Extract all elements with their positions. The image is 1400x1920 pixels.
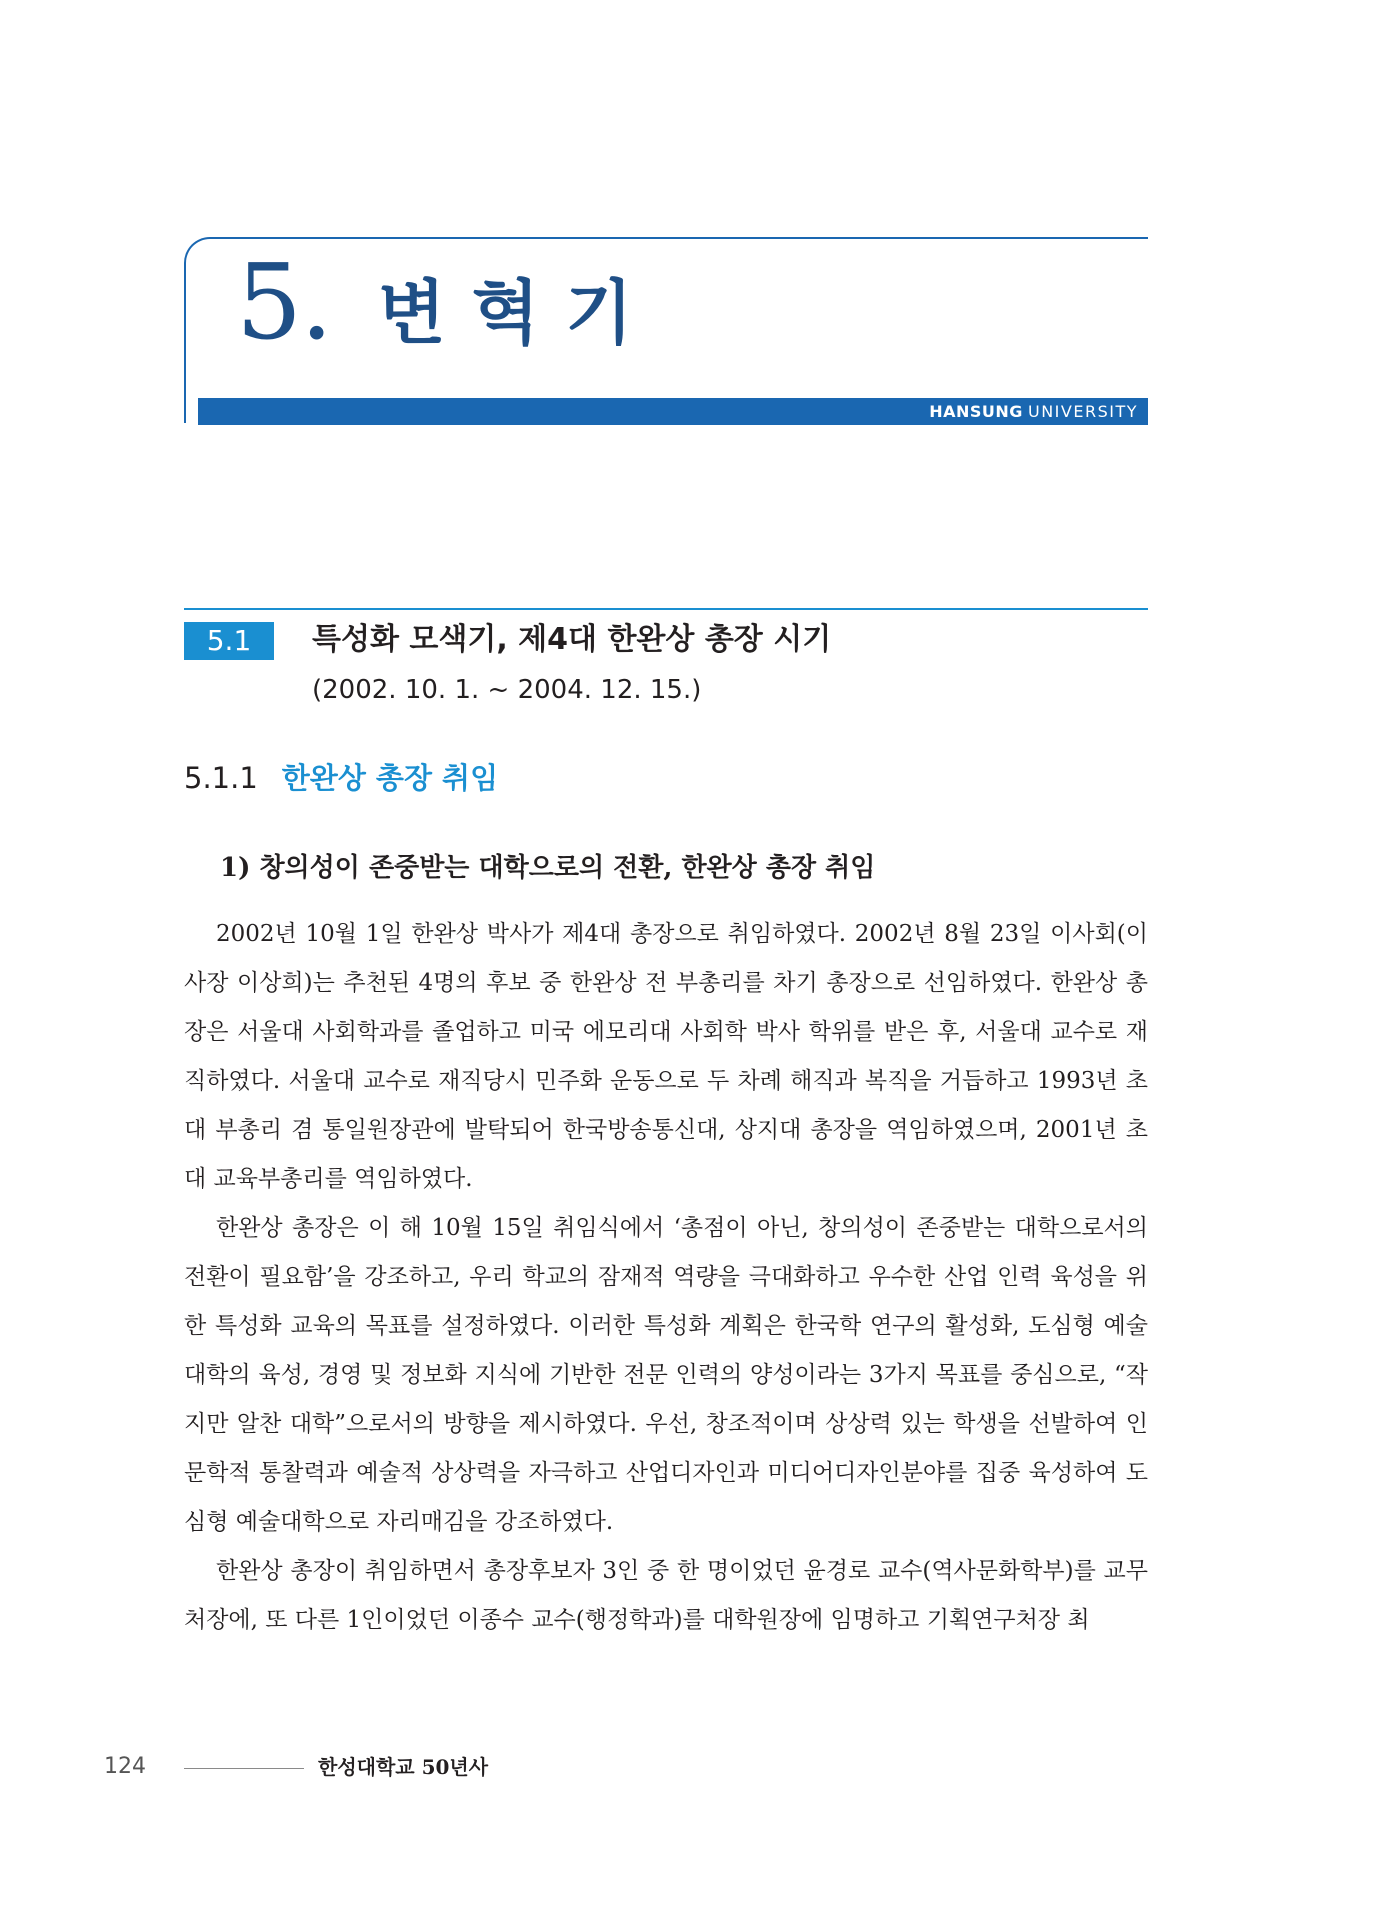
- brand-bold: HANSUNG: [929, 402, 1023, 421]
- paragraph: 2002년 10월 1일 한완상 박사가 제4대 총장으로 취임하였다. 2002년 8월 23일 이사회(이사장 이상희)는 추천된 4명의 후보 중 한완상 전 부총리를 차기 총장으로 선임하였다. 한완상 총장은 서울대 사회학과를 졸업하고 미국 에모리대 사회학 박사 학위를 받은 후, 서울대 교수로 재직하였다. 서울대 교수로 재직당시 민주화 운동으로 두 차례 해직과 복직을 거듭하고 1993년 초대 부총리 겸 통일원장관에 발탁되어 한국방송통신대, 상지대 총장을 역임하였으며, 2001년 초대 교육부총리를 역임하였다.: [184, 921, 1148, 1192]
- paragraph: 한완상 총장이 취임하면서 총장후보자 3인 중 한 명이었던 윤경로 교수(역사문화학부)를 교무처장에, 또 다른 1인이었던 이종수 교수(행정학과)를 대학원장에 임명하고 기획연구처장 최: [184, 1558, 1148, 1633]
- section-period: (2002. 10. 1. ~ 2004. 12. 15.): [312, 675, 702, 705]
- book-title: 한성대학교 50년사: [318, 1755, 489, 1779]
- chapter-number: 5.: [236, 241, 332, 363]
- paragraph: 한완상 총장은 이 해 10월 15일 취임식에서 ‘총점이 아닌, 창의성이 존중받는 대학으로서의 전환이 필요함’을 강조하고, 우리 학교의 잠재적 역량을 극대화하고 우수한 산업 인력 육성을 위한 특성화 교육의 목표를 설정하였다. 이러한 특성화 계획은 한국학 연구의 활성화, 도심형 예술대학의 육성, 경영 및 정보화 지식에 기반한 전문 인력의 양성이라는 3가지 목표를 중심으로, “작지만 알찬 대학”으로서의 방향을 제시하였다. 우선, 창조적이며 상상력 있는 학생을 선발하여 인문학적 통찰력과 예술적 상상력을 자극하고 산업디자인과 미디어디자인분야를 집중 육성하여 도심형 예술대학으로 자리매김을 강조하였다.: [184, 1215, 1148, 1535]
- section-divider: [184, 608, 1148, 610]
- body-text: [184, 910, 1148, 1645]
- section-number-badge: 5.1: [184, 622, 274, 660]
- topic-heading: 1) 창의성이 존중받는 대학으로의 전환, 한완상 총장 취임: [220, 853, 876, 883]
- footer-divider: [184, 1768, 304, 1769]
- chapter-banner-bar: [198, 398, 1148, 425]
- university-brand: [929, 402, 1138, 422]
- chapter-title: 변혁기: [378, 272, 659, 354]
- subsection-number: 5.1.1: [184, 761, 258, 795]
- subsection-heading: [184, 758, 498, 798]
- page-number: 124: [104, 1754, 146, 1779]
- subsection-title: 한완상 총장 취임: [281, 761, 499, 795]
- section-title: 특성화 모색기, 제4대 한완상 총장 시기: [312, 622, 832, 657]
- brand-light: UNIVERSITY: [1028, 402, 1138, 421]
